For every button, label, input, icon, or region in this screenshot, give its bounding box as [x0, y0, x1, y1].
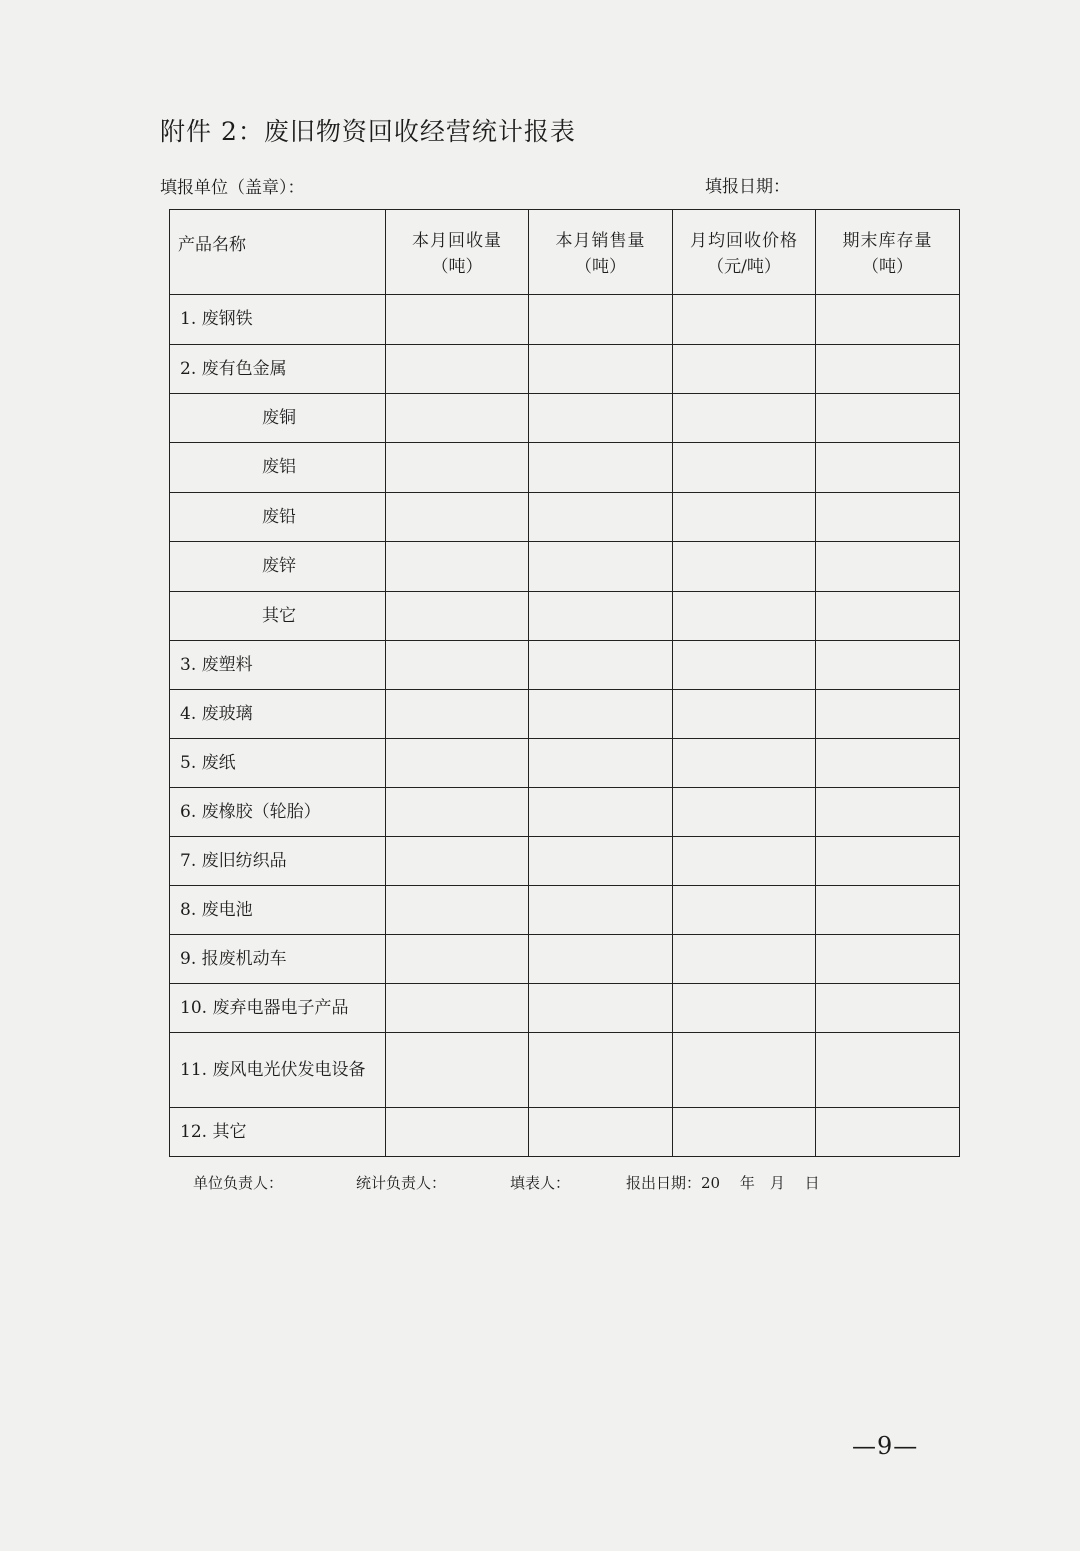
row-value-cell: [529, 493, 673, 542]
row-value-cell: [386, 345, 529, 394]
footer-filler: 填表人：: [510, 1174, 571, 1192]
table-row: [170, 394, 960, 443]
row-value-cell: [529, 443, 673, 493]
row-product-name: 10. 废弃电器电子产品: [170, 984, 386, 1033]
footer-unit-head: 单位负责人：: [193, 1174, 284, 1192]
row-value-cell: [673, 345, 816, 394]
table-row: [170, 837, 960, 886]
row-value-cell: [816, 394, 960, 443]
row-product-name: 5. 废纸: [170, 739, 386, 788]
row-value-cell: [673, 886, 816, 935]
row-value-cell: [673, 739, 816, 788]
row-value-cell: [386, 592, 529, 641]
row-value-cell: [529, 592, 673, 641]
table-row: [170, 542, 960, 592]
row-value-cell: [816, 1033, 960, 1108]
row-value-cell: [816, 1108, 960, 1157]
row-value-cell: [673, 493, 816, 542]
row-value-cell: [529, 542, 673, 592]
row-value-cell: [816, 690, 960, 739]
row-product-name: 11. 废风电光伏发电设备: [170, 1033, 386, 1108]
header-monthly-sales: 本月销售量 （吨）: [529, 210, 673, 295]
row-value-cell: [386, 443, 529, 493]
row-product-name: 9. 报废机动车: [170, 935, 386, 984]
row-value-cell: [386, 542, 529, 592]
row-value-cell: [816, 295, 960, 345]
table-row: [170, 443, 960, 493]
row-value-cell: [673, 295, 816, 345]
row-value-cell: [673, 1033, 816, 1108]
row-value-cell: [529, 935, 673, 984]
table-row: [170, 788, 960, 837]
page-number: —9—: [852, 1432, 919, 1460]
row-value-cell: [529, 394, 673, 443]
table-row: [170, 886, 960, 935]
header-monthly-recovery: 本月回收量 （吨）: [386, 210, 529, 295]
row-value-cell: [816, 788, 960, 837]
row-value-cell: [673, 443, 816, 493]
row-value-cell: [529, 1033, 673, 1108]
row-value-cell: [816, 886, 960, 935]
table-row: [170, 493, 960, 542]
row-value-cell: [386, 1108, 529, 1157]
table-row: [170, 935, 960, 984]
row-value-cell: [529, 295, 673, 345]
row-value-cell: [816, 493, 960, 542]
row-value-cell: [673, 542, 816, 592]
row-product-name: 废铝: [170, 443, 386, 493]
table-row: [170, 295, 960, 345]
row-product-name: 12. 其它: [170, 1108, 386, 1157]
table-row: [170, 592, 960, 641]
row-value-cell: [386, 788, 529, 837]
row-value-cell: [816, 935, 960, 984]
row-value-cell: [529, 1108, 673, 1157]
row-value-cell: [816, 592, 960, 641]
table-row: [170, 641, 960, 690]
row-value-cell: [816, 542, 960, 592]
row-value-cell: [816, 837, 960, 886]
row-value-cell: [673, 984, 816, 1033]
row-value-cell: [386, 935, 529, 984]
row-product-name: 废铅: [170, 493, 386, 542]
table-row: [170, 1033, 960, 1108]
table-body: [170, 295, 960, 1157]
row-value-cell: [386, 739, 529, 788]
row-value-cell: [673, 394, 816, 443]
row-value-cell: [386, 493, 529, 542]
row-product-name: 其它: [170, 592, 386, 641]
row-value-cell: [529, 690, 673, 739]
row-value-cell: [386, 295, 529, 345]
row-product-name: 4. 废玻璃: [170, 690, 386, 739]
table-row: [170, 690, 960, 739]
row-product-name: 6. 废橡胶（轮胎）: [170, 788, 386, 837]
row-value-cell: [386, 1033, 529, 1108]
row-product-name: 1. 废钢铁: [170, 295, 386, 345]
table-row: [170, 345, 960, 394]
header-avg-price: 月均回收价格 （元/吨）: [673, 210, 816, 295]
row-value-cell: [386, 837, 529, 886]
row-value-cell: [386, 984, 529, 1033]
row-value-cell: [816, 345, 960, 394]
row-value-cell: [673, 935, 816, 984]
row-value-cell: [529, 641, 673, 690]
row-value-cell: [386, 641, 529, 690]
row-value-cell: [673, 690, 816, 739]
row-value-cell: [529, 739, 673, 788]
table-row: [170, 739, 960, 788]
row-value-cell: [673, 837, 816, 886]
row-product-name: 8. 废电池: [170, 886, 386, 935]
row-product-name: 废铜: [170, 394, 386, 443]
table-header-row: [170, 210, 960, 295]
row-value-cell: [673, 1108, 816, 1157]
row-product-name: 7. 废旧纺织品: [170, 837, 386, 886]
filler-unit-label: 填报单位（盖章）：: [160, 178, 305, 198]
row-value-cell: [529, 345, 673, 394]
table-row: [170, 1108, 960, 1157]
row-value-cell: [386, 690, 529, 739]
row-product-name: 2. 废有色金属: [170, 345, 386, 394]
row-value-cell: [673, 592, 816, 641]
header-ending-inventory: 期末库存量 （吨）: [816, 210, 960, 295]
row-product-name: 废锌: [170, 542, 386, 592]
row-value-cell: [529, 788, 673, 837]
row-value-cell: [529, 886, 673, 935]
row-value-cell: [816, 984, 960, 1033]
header-product-name: 产品名称: [170, 210, 386, 295]
table-row: [170, 984, 960, 1033]
row-value-cell: [816, 739, 960, 788]
row-value-cell: [816, 641, 960, 690]
row-product-name: 3. 废塑料: [170, 641, 386, 690]
statistics-table: [169, 209, 960, 1157]
footer-stats-head: 统计负责人：: [356, 1174, 447, 1192]
footer-report-date: 报出日期：20 年 月 日: [626, 1174, 820, 1192]
row-value-cell: [386, 886, 529, 935]
row-value-cell: [529, 837, 673, 886]
row-value-cell: [673, 788, 816, 837]
page-title: 附件 2：废旧物资回收经营统计报表: [160, 117, 576, 146]
filler-date-label: 填报日期：: [705, 177, 790, 197]
row-value-cell: [673, 641, 816, 690]
row-value-cell: [529, 984, 673, 1033]
row-value-cell: [816, 443, 960, 493]
row-value-cell: [386, 394, 529, 443]
